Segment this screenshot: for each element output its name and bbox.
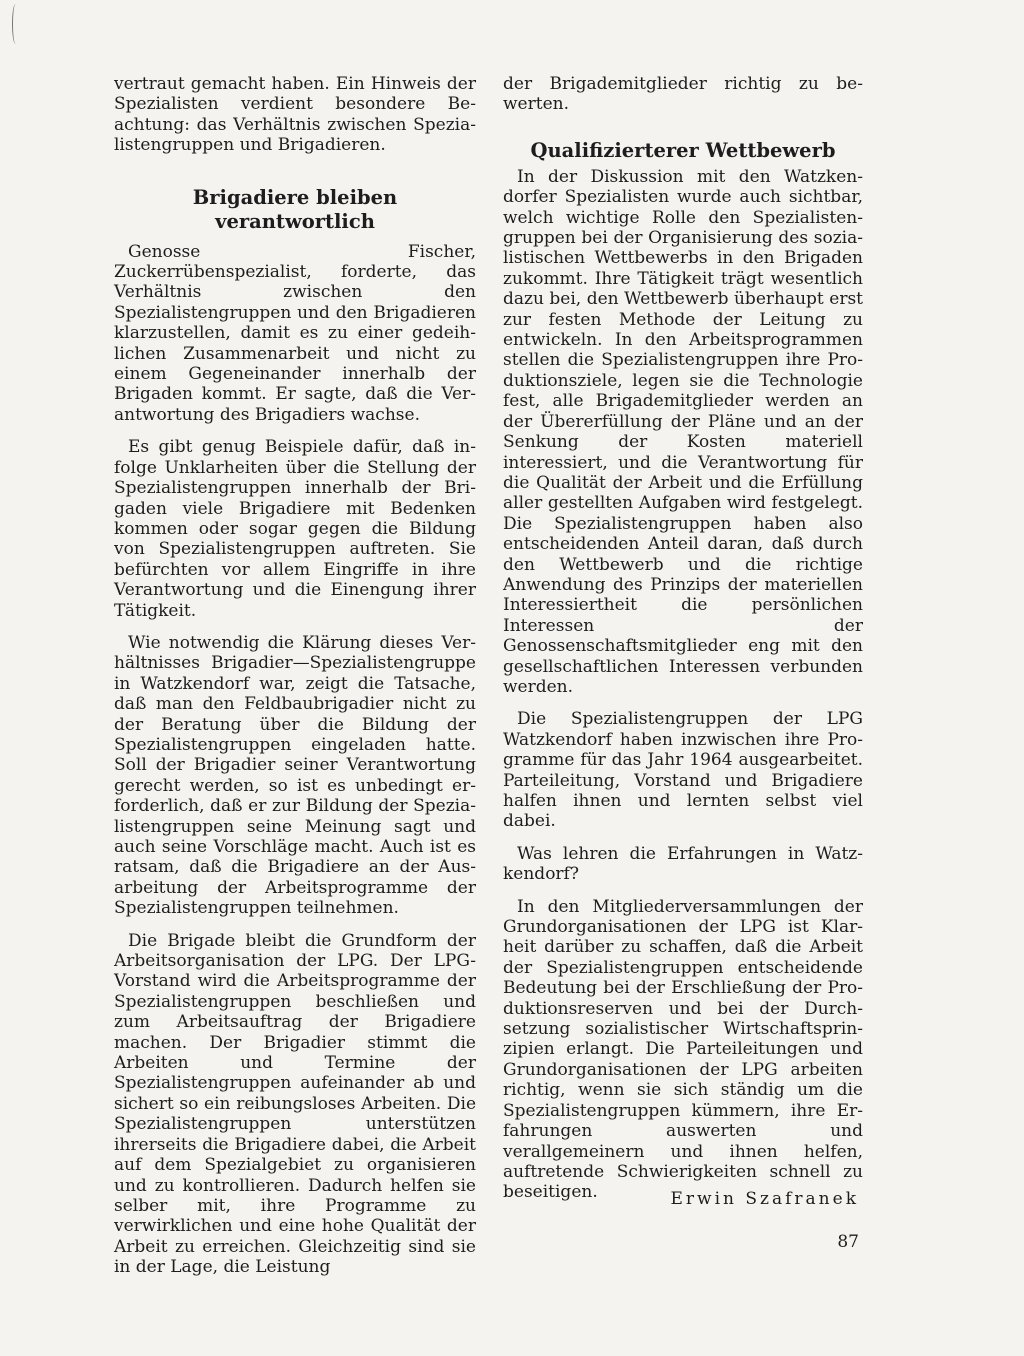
paragraph: Es gibt genug Beispiele dafür, daß infolge Unklarheiten über die Stellung der Spezialistengruppen innerhalb der Brigaden viele Brigadiere mit Bedenken kommen oder sogar gegen die Bildung von Spezialistengruppen auftreten. Sie befürchten vor allem Eingriffe in ihre Verantwortung und die Einengung ihrer Tätigkeit. bbox=[114, 437, 476, 621]
paragraph: der Brigademitglieder richtig zu bewerten. bbox=[503, 74, 863, 115]
paragraph: Was lehren die Erfahrungen in Watzkendorf? bbox=[503, 843, 863, 885]
author-signature: Erwin Szafranek bbox=[670, 1189, 859, 1209]
paragraph: In der Diskussion mit den Watzkendorfer Spezialisten wurde auch sichtbar, welch wichtige Rolle den Spezialistengruppen bei der Organisierung des sozialistischen Wettbewerbs in den Brigaden zukommt. Ihre Tätigkeit trägt wesentlich dazu bei, den Wettbewerb überhaupt erst zur festen Methode der Leitung zu entwickeln. In den Arbeitsprogrammen stellen die Spezialistengruppen ihre Produktionsziele, legen sie die Technologie fest, alle Brigademitglieder werden an der Übererfüllung der Pläne und an der Senkung der Kosten materiell interessiert, und die Verantwortung für die Qualität der Arbeit und die Erfüllung aller gestellten Aufgaben wird festgelegt. Die Spezialistengruppen haben also entscheidenden Anteil daran, daß durch den Wettbewerb und die richtige Anwendung des Prinzips der materiellen Interessiertheit die persönlichen Interessen der Genossenschaftsmitglieder eng mit den gesellschaftlichen Interessen verbunden werden. bbox=[503, 166, 863, 697]
section-heading: Brigadiere bleiben verantwortlich bbox=[192, 185, 398, 233]
paragraph: vertraut gemacht haben. Ein Hinweis der Spezialisten verdient besondere Beachtung: das Verhältnis zwischen Spezialistengruppen und Brigadieren. bbox=[114, 74, 476, 156]
margin-pencil-mark bbox=[12, 4, 19, 44]
paragraph: Genosse Fischer, Zuckerrübenspezialist, forderte, das Verhältnis zwischen den Spezialistengruppen und den Brigadieren klarzustellen, damit es zu einer gedeihlichen Zusammenarbeit und nicht zu einem Gegeneinander innerhalb der Brigaden kommt. Er sagte, daß die Verantwortung des Brigadiers wachse. bbox=[114, 241, 476, 425]
right-column bbox=[503, 74, 863, 1203]
paragraph: In den Mitgliederversammlungen der Grundorganisationen der LPG ist Klarheit darüber zu schaffen, daß die Arbeit der Spezialistengruppen entscheidende Bedeutung bei der Erschließung der Produktionsreserven und bei der Durchsetzung sozialistischer Wirtschaftsprinzipien erlangt. Die Parteileitungen und Grundorganisationen der LPG arbeiten richtig, wenn sie sich ständig um die Spezialistengruppen kümmern, ihre Erfahrungen auswerten und verallgemeinern und ihnen helfen, auftretende Schwierigkeiten schnell zu beseitigen. bbox=[503, 896, 863, 1203]
paragraph: Wie notwendig die Klärung dieses Verhältnisses Brigadier—Spezialistengruppe in Watzkendorf war, zeigt die Tatsache, daß man den Feldbaubrigadier nicht zu der Beratung über die Bildung der Spezialistengruppen eingeladen hatte. Soll der Brigadier seiner Verantwortung gerecht werden, so ist es unbedingt erforderlich, daß er zur Bildung der Spezialistengruppen seine Meinung sagt und auch seine Vorschläge macht. Auch ist es ratsam, daß die Brigadiere an der Ausarbeitung der Arbeitsprogramme der Spezialistengruppen teilnehmen. bbox=[114, 632, 476, 919]
paragraph: Die Spezialistengruppen der LPG Watzkendorf haben inzwischen ihre Programme für das Jahr 1964 ausgearbeitet. Parteileitung, Vorstand und Brigadiere halfen ihnen und lernten selbst viel dabei. bbox=[503, 709, 863, 832]
left-column bbox=[114, 74, 476, 1278]
page-number: 87 bbox=[837, 1232, 859, 1252]
section-heading: Qualifizierterer Wettbewerb bbox=[530, 138, 836, 162]
paragraph: Die Brigade bleibt die Grundform der Arbeitsorganisation der LPG. Der LPG-Vorstand wird die Arbeitsprogramme der Spezialistengruppen beschließen und zum Arbeitsauftrag der Brigadiere machen. Der Brigadier stimmt die Arbeiten und Termine der Spezialistengruppen aufeinander ab und sichert so ein reibungsloses Arbeiten. Die Spezialistengruppen unterstützen ihrerseits die Brigadiere dabei, die Arbeit auf dem Spezialgebiet zu organisieren und zu kontrollieren. Dadurch helfen sie selber mit, ihre Programme zu verwirklichen und eine hohe Qualität der Arbeit zu erreichen. Gleichzeitig sind sie in der Lage, die Leistung bbox=[114, 930, 476, 1278]
